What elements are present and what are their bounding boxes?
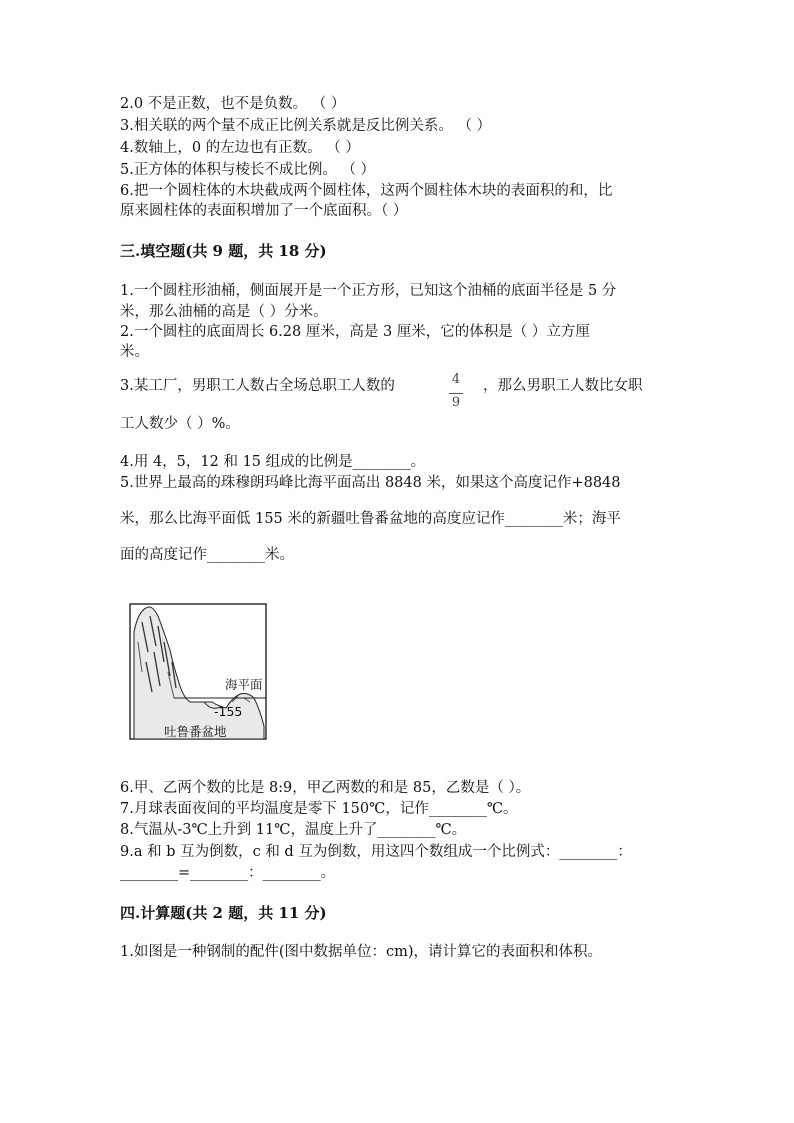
fill-q1-line1: 1.一个圆柱形油桶，侧面展开是一个正方形，已知这个油桶的底面半径是 5 分 (120, 283, 617, 299)
section3-title: 三.填空题(共 9 题，共 18 分) (120, 242, 327, 260)
fill-q5-line3: 面的高度记作________米。 (120, 547, 294, 563)
sea-level-label: 海平面 (225, 677, 263, 692)
fill-q3-line2: 工人数少（ ）%。 (120, 416, 240, 432)
fill-q7: 7.月球表面夜间的平均温度是零下 150℃，记作________℃。 (120, 801, 518, 817)
fill-q4: 4.用 4，5，12 和 15 组成的比例是________。 (120, 454, 426, 470)
calc-q1: 1.如图是一种钢制的配件(图中数据单位：cm)，请计算它的表面积和体积。 (120, 944, 603, 960)
judge-item-2: 2.0 不是正数，也不是负数。 （ ） (120, 96, 346, 112)
fill-q2-line2: 米。 (120, 344, 149, 360)
turpan-basin-figure (128, 602, 270, 742)
fill-q8: 8.气温从-3℃上升到 11℃，温度上升了________℃。 (120, 822, 467, 838)
fill-q5-line1: 5.世界上最高的珠穆朗玛峰比海平面高出 8848 米，如果这个高度记作+8848 (120, 475, 621, 491)
judge-item-6-line1: 6.把一个圆柱体的木块截成两个圆柱体，这两个圆柱体木块的表面积的和，比 (120, 183, 613, 199)
judge-item-5: 5.正方体的体积与棱长不成比例。 （ ） (120, 162, 376, 178)
basin-label: 吐鲁番盆地 (164, 724, 227, 739)
fill-q5-line2: 米，那么比海平面低 155 米的新疆吐鲁番盆地的高度应记作________米；海平 (120, 511, 621, 527)
fill-q1-line2: 米，那么油桶的高是（ ）分米。 (120, 304, 328, 320)
fraction-denominator: 9 (451, 395, 461, 410)
fraction-bar (449, 393, 463, 394)
judge-item-3: 3.相关联的两个量不成正比例关系就是反比例关系。 （ ） (120, 118, 492, 134)
judge-item-6-line2: 原来圆柱体的表面积增加了一个底面积。（ ） (120, 203, 408, 219)
section4-title: 四.计算题(共 2 题，共 11 分) (120, 904, 327, 922)
judge-item-4: 4.数轴上，0 的左边也有正数。 （ ） (120, 140, 360, 156)
fill-q3-line1-a: 3.某工厂，男职工人数占全场总职工人数的 (120, 378, 395, 394)
fill-q6: 6.甲、乙两个数的比是 8:9，甲乙两数的和是 85，乙数是（ ）。 (120, 780, 531, 796)
terrain-illustration (128, 602, 270, 742)
fill-q9-line2: ________=________：________。 (120, 865, 336, 881)
fraction-numerator: 4 (451, 372, 461, 387)
fill-q9-line1: 9.a 和 b 互为倒数，c 和 d 互为倒数，用这四个数组成一个比例式：________： (120, 844, 632, 860)
fill-q2-line1: 2.一个圆柱的底面周长 6.28 厘米，高是 3 厘米，它的体积是（ ）立方厘 (120, 324, 590, 340)
depth-label: -155 (214, 704, 243, 719)
fill-q3-line1-b: ，那么男职工人数比女职 (483, 378, 643, 394)
